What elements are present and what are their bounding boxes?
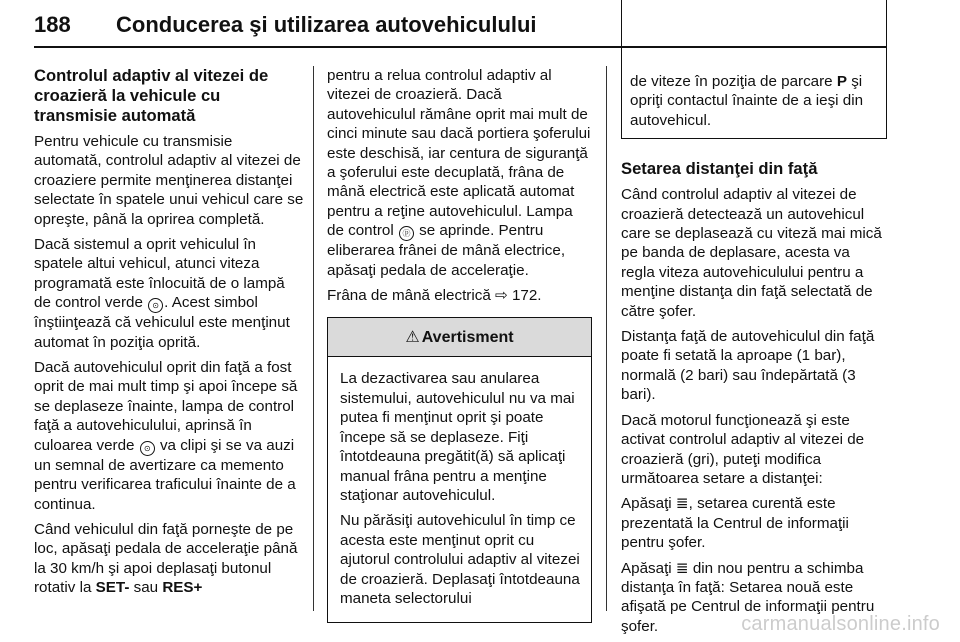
paragraph: Când vehiculul din faţă porneşte de pe loc, apăsaţi pedala de acceleraţie până la 30 km/h şi apoi deplasaţi butonul rotativ la SET- sau RES+: [34, 520, 298, 597]
paragraph: Dacă motorul funcţionează şi este activat controlul adaptiv al vitezei de croazieră (gri), puteţi modifica următoarea setare a distanţei:: [621, 411, 865, 487]
warning-box-continued: de viteze în poziţia de parcare P şi opriţi contactul înainte de a ieşi din autovehicul.: [621, 0, 887, 139]
watermark: carmanualsonline.info: [741, 613, 940, 635]
section-heading: Setarea distanţei din faţă: [621, 159, 818, 179]
column-divider: [313, 66, 314, 611]
page-title: Conducerea şi utilizarea autovehiculului: [116, 12, 537, 37]
warning-box: [327, 317, 592, 623]
warning-header: [328, 318, 591, 357]
page-number: 188: [34, 12, 71, 37]
park-position-label: P: [836, 73, 847, 90]
section-heading: Controlul adaptiv al vitezei de croazieră la vehicule cu transmisie automată: [34, 66, 269, 125]
paragraph: Pentru vehicule cu transmisie automată, controlul adaptiv al vitezei de croaziere permite menţinerea distanţei selectate în spatele unui vehicul care se opreşte, până la oprirea completă.: [34, 133, 304, 228]
paragraph: Când controlul adaptiv al vitezei de croazieră detectează un autovehicul care se deplasează cu viteză mai mică pe banda de deplasare, acesta va regla viteza autovehiculului pentru a menţine distanţa din faţă selectată de către şofer.: [621, 186, 882, 320]
column-right: [621, 66, 887, 642]
paragraph: Apăsaţi ≣ din nou pentru a schimba distanţa în faţă: Setarea nouă este afişată pe Centrul de informaţii pentru şofer.: [621, 559, 875, 635]
warning-paragraph: La dezactivarea sau anularea sistemului, autovehiculul nu va mai putea fi menţinut oprit şi poate începe să se deplaseze. Fiţi întotdeauna pregătit(ă) să aplicaţi manual frâna pentru a menţine staţionar autovehiculul.: [340, 370, 575, 504]
column-divider: [606, 66, 607, 611]
set-label: SET-: [95, 579, 130, 597]
column-left: [34, 66, 304, 604]
paragraph: Distanţa faţă de autovehiculul din faţă poate fi setată la aproape (1 bar), normală (2 bari) sau îndepărtată (3 bari).: [621, 328, 875, 404]
cruise-control-icon: ⊙: [140, 441, 155, 456]
paragraph: pentru a relua controlul adaptiv al vitezei de croazieră. Dacă autovehiculul rămâne oprit mai mult de cinci minute sau dacă portiera şoferului este deschisă, iar centura de siguranţă a şoferului este decuplată, frâna de mână electrică este aplicată automat pentru a reţine autovehiculul. Lampa de control ⓟ se aprinde. Pentru eliberarea frânei de mână electrice, apăsaţi pedala de acceleraţie.: [327, 67, 591, 279]
reference-arrow-icon: ⇨: [495, 287, 508, 305]
cruise-control-icon: ⊙: [148, 298, 163, 313]
warning-triangle-icon: ⚠: [405, 328, 420, 346]
distance-icon: ≣: [675, 559, 689, 577]
paragraph: Dacă sistemul a oprit vehiculul în spatele altui vehicul, atunci viteza programată este înlocuită de o lampă de control verde ⊙ . Acest simbol înştiinţează că vehiculul este menţinut automat în poziţia oprită.: [34, 236, 290, 351]
res-label: RES+: [162, 579, 203, 597]
column-middle: [327, 66, 592, 623]
paragraph: Dacă autovehiculul oprit din faţă a fost oprit de mai mult timp şi apoi începe să se deplaseze înainte, lampa de control faţă a autovehiculului, aprinsă în culoarea verde ⊙ va clipi şi se va auzi un semnal de avertizare ca memento pentru verificarea traficului înainte de a continua.: [34, 359, 298, 513]
paragraph: Apăsaţi ≣, setarea curentă este prezentată la Centrul de informaţii pentru şofer.: [621, 495, 849, 552]
parking-brake-icon: ⓟ: [399, 226, 414, 241]
paragraph: Frâna de mână electrică ⇨ 172.: [327, 287, 542, 305]
warning-body: [328, 357, 591, 622]
warning-paragraph: Nu părăsiţi autovehiculul în timp ce acesta este menţinut oprit cu ajutorul controlului adaptiv al vitezei de croazieră. Deplasaţi întotdeauna maneta selectorului: [340, 512, 580, 607]
distance-icon: ≣: [675, 495, 689, 513]
warning-title: Avertisment: [421, 328, 514, 346]
